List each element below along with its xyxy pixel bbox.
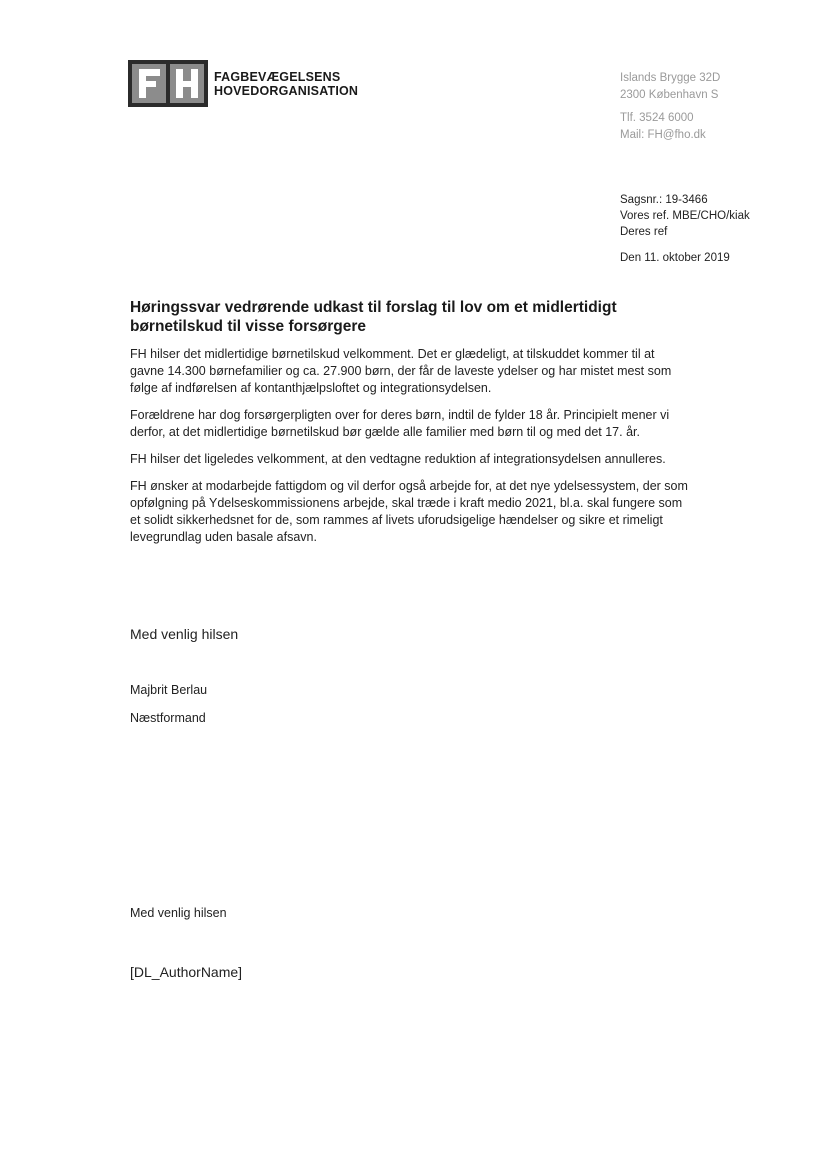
letter-date: Den 11. oktober 2019	[620, 252, 730, 264]
sender-address	[620, 70, 720, 144]
fh-logo-icon	[128, 60, 208, 107]
letter-subject: Høringssvar vedrørende udkast til forslag til lov om et midlertidigt børnetilskud til visse forsørgere	[130, 299, 617, 335]
organization-logo	[128, 60, 358, 107]
body-paragraph-4: FH ønsker at modarbejde fattigdom og vil derfor også arbejde for, at det nye ydelsessystem, der som opfølgning på Ydelseskommissionens arbejde, skal træde i kraft medio 2021, bl.a. skal fungere som et solidt sikkerhedsnet for de, som rammes af livets uforudsigelige hændelser og sikre et rimeligt levegrundlag uden basale afsavn.	[130, 479, 688, 544]
closing-greeting-repeat: Med venlig hilsen	[130, 906, 227, 920]
author-name-placeholder: [DL_AuthorName]	[130, 964, 243, 980]
address-city: 2300 København S	[620, 89, 719, 101]
letter-body	[130, 346, 690, 556]
our-reference: Vores ref. MBE/CHO/kiak	[620, 210, 750, 222]
organization-name	[214, 70, 358, 98]
body-paragraph-3: FH hilser det ligeledes velkomment, at den vedtagne reduktion af integrationsydelsen annulleres.	[130, 452, 666, 466]
your-reference: Deres ref	[620, 226, 668, 238]
org-name-line1: FAGBEVÆGELSENS	[214, 69, 341, 84]
signer-name: Majbrit Berlau	[130, 683, 208, 697]
case-number: Sagsnr.: 19-3466	[620, 194, 708, 206]
phone-number: Tlf. 3524 6000	[620, 112, 694, 124]
reference-block	[620, 192, 750, 266]
signer-title: Næstformand	[130, 711, 206, 725]
body-paragraph-1: FH hilser det midlertidige børnetilskud velkomment. Det er glædeligt, at tilskuddet kommer til at gavne 14.300 børnefamilier og ca. 27.900 børn, der får de laveste ydelser og har mistet mest som følge af indførelsen af kontanthjælpsloftet og integrationsydelsen.	[130, 347, 672, 395]
closing-greeting: Med venlig hilsen	[130, 626, 239, 642]
body-paragraph-2: Forældrene har dog forsørgerpligten over for deres børn, indtil de fylder 18 år. Principielt mener vi derfor, at det midlertidige børnetilskud bør gælde alle familier med børn til og med det 17. år.	[130, 408, 670, 439]
address-street: Islands Brygge 32D	[620, 72, 721, 84]
org-name-line2: HOVEDORGANISATION	[214, 83, 359, 98]
mail-address: Mail: FH@fho.dk	[620, 129, 706, 141]
